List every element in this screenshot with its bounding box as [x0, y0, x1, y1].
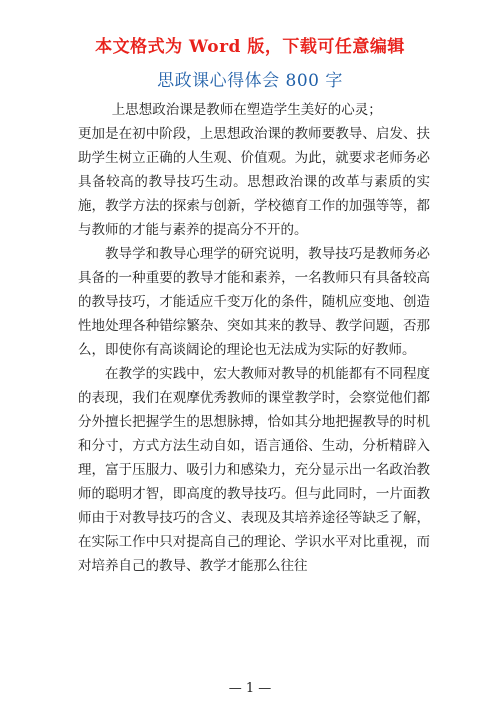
format-banner: 本文格式为 Word 版，下载可任意编辑	[95, 37, 405, 57]
paragraph-4: 在教学的实践中，宏大教师对教导的机能都有不同程度的表现，我们在观摩优秀教师的课堂教学时，会察觉他们都分外擅长把握学生的思想脉搏，恰如其分地把握教导的时机和分寸，方式方法生动自如，语言通俗、生动，分析精辟入理，富于压服力、吸引力和感染力，充分显示出一名政治教师的聪明才智，即高度的教导技巧。但与此同时，一片面教师由于对教导技巧的含义、表现及其培养途径等缺乏了解，在实际工作中只对提高自己的理论、学识水平对比重视，而对培养自己的教导、教学才能那么往往	[78, 366, 430, 574]
page-number: — 1 —	[228, 681, 272, 696]
paragraph-3: 教导学和教导心理学的研究说明，教导技巧是教师务必具备的一种重要的教导才能和素养，一名教师只有具备较高的教导技巧，才能适应千变万化的条件，随机应变地、创造性地处理各种错综繁杂、突如其来的教导、教学问题，否那么，即使你有高谈阔论的理论也无法成为实际的好教师。	[78, 246, 430, 358]
paragraph-1: 上思想政治课是教师在塑造学生美好的心灵；	[111, 102, 382, 118]
document-title: 思政课心得体会 800 字	[157, 71, 343, 91]
paragraph-2: 更加是在初中阶段，上思想政治课的教师要教导、启发、扶助学生树立正确的人生观、价值观。为此，就要求老师务必具备较高的教导技巧生动。思想政治课的改革与素质的实施，教学方法的探索与创新，学校德育工作的加强等等，都与教师的才能与素养的提高分不开的。	[78, 126, 430, 238]
document-body	[78, 98, 430, 578]
